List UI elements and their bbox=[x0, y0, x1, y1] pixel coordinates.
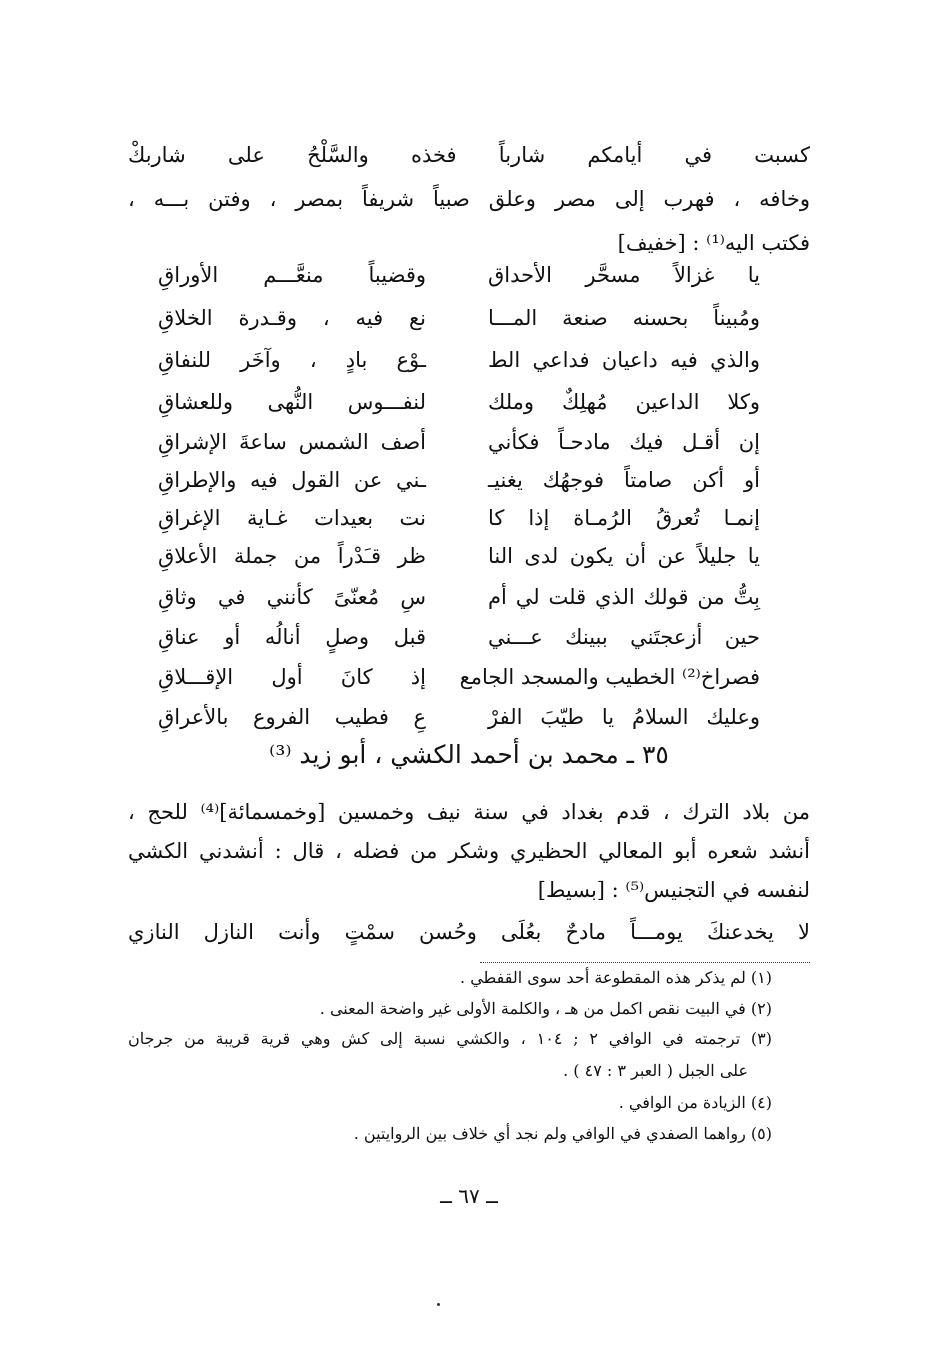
verse-first-hemistich: إن أقـل فيك مادحـاً فكأني bbox=[488, 430, 760, 454]
verse-line: لا يخدعنكَ يومـــاً مادحٌ بعُلَى وحُسن سمْتٍ وأنت النازل النازي bbox=[128, 920, 810, 944]
verse-second-hemistich: قبل وصلٍ أنالُه أو عناقِ bbox=[158, 625, 426, 649]
verse-first-hemistich: يا جليلاً عن أن يكون لدى النا bbox=[488, 544, 760, 568]
verse-first-hemistich: وكلا الداعين مُهلِكٌ وملك bbox=[488, 390, 760, 414]
entry-heading: ٣٥ ـ محمد بن أحمد الكشي ، أبو زيد ⁽³⁾ bbox=[269, 740, 669, 769]
verse-first-hemistich: فصراخ⁽²⁾ الخطيب والمسجد الجامع bbox=[459, 665, 760, 689]
verse-second-hemistich: سِ مُعنّىً كأنني في وثاقِ bbox=[158, 585, 426, 609]
verse-first-hemistich: بِتُّ من قولك الذي قلت لي أم bbox=[488, 585, 760, 609]
verse-second-hemistich: ـوْع بادٍ ، وآخَر للنفاقِ bbox=[158, 348, 426, 372]
footnote: (٥) رواهما الصفدي في الوافي ولم نجد أي خلاف بين الروايتين . bbox=[353, 1124, 772, 1143]
prose-line: لنفسه في التجنيس⁽⁵⁾ : [بسيط] bbox=[537, 878, 810, 902]
footnote: (١) لم يذكر هذه المقطوعة أحد سوى القفطي . bbox=[460, 968, 772, 987]
prose-line: من بلاد الترك ، قدم بغداد في سنة نيف وخمسين [وخمسمائة]⁽⁴⁾ للحج ، bbox=[128, 800, 810, 824]
verse-second-hemistich: لنفـــوس النُّهى وللعشاقِ bbox=[158, 390, 426, 414]
verse-first-hemistich: حين أزعجتَني ببينك عـــني bbox=[488, 625, 760, 649]
print-speck bbox=[437, 1303, 440, 1306]
verse-second-hemistich: ـني عن القول فيه والإطراقِ bbox=[158, 468, 426, 492]
page-number: ــ ٦٧ ــ bbox=[440, 1184, 498, 1208]
footnote-continuation: على الجبل ( العبر ٣ : ٤٧ ) . bbox=[563, 1061, 748, 1080]
verse-first-hemistich: إنمـا تُعرقُ الرُمـاة إذا كا bbox=[488, 506, 760, 530]
verse-second-hemistich: إذ كانَ أول الإقـــلاقِ bbox=[158, 665, 426, 689]
prose-line: أنشد شعره أبو المعالي الحظيري وشكر من فضله ، قال : أنشدني الكشي bbox=[128, 839, 810, 863]
verse-second-hemistich: أصف الشمس ساعةَ الإشراقِ bbox=[158, 430, 426, 454]
verse-second-hemistich: نت بعيدات غـاية الإغراقِ bbox=[158, 506, 426, 530]
prose-line: فكتب اليه⁽¹⁾ : [خفيف] bbox=[617, 231, 810, 255]
verse-second-hemistich: عِ فطيب الفروع بالأعراقِ bbox=[158, 705, 426, 729]
verse-second-hemistich: وقضيباً منعَّـــم الأوراقِ bbox=[158, 263, 426, 287]
verse-second-hemistich: ظر قـَدْراً من جملة الأعلاقِ bbox=[158, 544, 426, 568]
verse-first-hemistich: والذي فيه داعيان فداعي الط bbox=[488, 348, 760, 372]
prose-line: وخافه ، فهرب إلى مصر وعلق صبياً شريفاً بمصر ، وفتن بـــه ، bbox=[128, 187, 810, 211]
footnote: (٤) الزيادة من الوافي . bbox=[618, 1093, 772, 1112]
verse-second-hemistich: نع فيه ، وقـدرة الخلاقِ bbox=[158, 306, 426, 330]
verse-first-hemistich: يا غزالاً مسحَّر الأحداق bbox=[488, 263, 760, 287]
prose-line: كسبت في أيامكم شارباً فخذه والسَّلْحُ على شاربكْ bbox=[128, 143, 810, 167]
footnote-separator bbox=[480, 962, 810, 963]
verse-first-hemistich: أو أكن صامتاً فوجهُك يغنيـ bbox=[488, 468, 760, 492]
footnote: (٣) ترجمته في الوافي ٢ ; ١٠٤ ، والكشي نسبة إلى كش وهي قرية قريبة من جرجان bbox=[128, 1029, 773, 1048]
footnote: (٢) في البيت نقص اكمل من هـ ، والكلمة الأولى غير واضحة المعنى . bbox=[319, 999, 772, 1018]
verse-first-hemistich: ومُبيناً بحسنه صنعة المـــا bbox=[488, 306, 760, 330]
verse-first-hemistich: وعليك السلامُ يا طيّبَ الفرْ bbox=[488, 705, 760, 729]
